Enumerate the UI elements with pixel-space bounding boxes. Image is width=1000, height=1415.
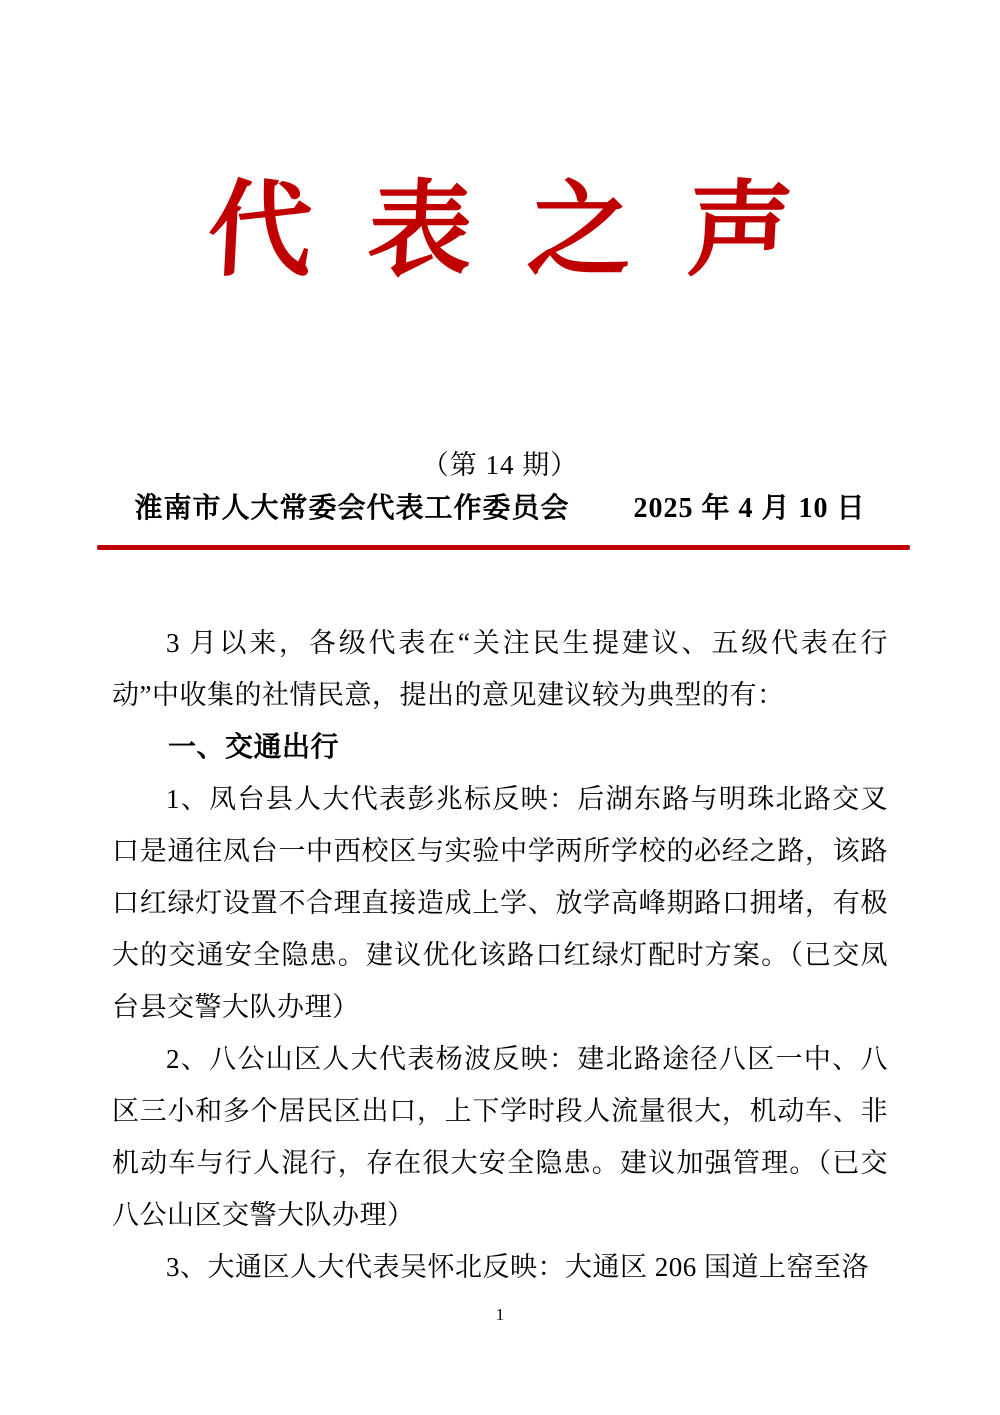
page-number: 1	[495, 1305, 505, 1324]
masthead-title-char: 代	[204, 174, 316, 289]
masthead-title-char: 表	[364, 174, 476, 289]
masthead-title-char: 之	[525, 174, 636, 289]
masthead-title	[0, 172, 1000, 292]
item-paragraph-3: 3、大通区人大代表吴怀北反映：大通区 206 国道上窑至洛	[166, 1252, 869, 1282]
header-divider-rule	[97, 545, 910, 550]
publisher-name: 淮南市人大常委会代表工作委员会	[134, 493, 570, 524]
publish-date: 2025 年 4 月 10 日	[633, 493, 866, 524]
item-paragraph-1: 1、凤台县人大代表彭兆标反映：后湖东路与明珠北路交叉口是通往凤台一中西校区与实验中学两所学校的必经之路，该路口红绿灯设置不合理直接造成上学、放学高峰期路口拥堵，有极大的交通安全隐患。建议优化该路口红绿灯配时方案。（已交凤台县交警大队办理）	[112, 784, 888, 1022]
document-body	[112, 617, 888, 1293]
item-paragraph-2: 2、八公山区人大代表杨波反映：建北路途径八区一中、八区三小和多个居民区出口，上下学时段人流量很大，机动车、非机动车与行人混行，存在很大安全隐患。建议加强管理。（已交八公山区交警大队办理）	[112, 1044, 888, 1230]
intro-paragraph: 3 月以来，各级代表在“关注民生提建议、五级代表在行动”中收集的社情民意，提出的意见建议较为典型的有：	[112, 628, 888, 710]
publisher-line	[0, 491, 1000, 527]
masthead-title-char: 声	[685, 174, 796, 289]
section-heading-traffic: 一、交通出行	[168, 731, 340, 762]
issue-number: （第 14 期）	[421, 450, 579, 480]
